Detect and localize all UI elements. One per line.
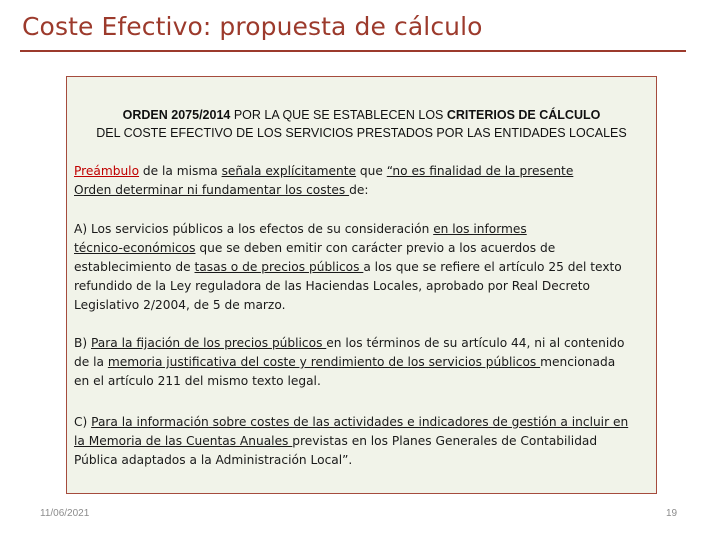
text-span-underlined: “no es finalidad de la presente <box>386 164 574 178</box>
text-span-underlined: señala explícitamente <box>221 164 357 178</box>
heading-criteria: CRITERIOS DE CÁLCULO <box>446 108 601 122</box>
text-line <box>74 181 659 200</box>
slide-title: Coste Efectivo: propuesta de cálculo <box>22 12 483 41</box>
text-span-underlined: Para la información sobre costes de las actividades e indicadores de gestión a incluir en <box>91 415 629 429</box>
text-line: Legislativo 2/2004, de 5 de marzo. <box>74 298 286 312</box>
text-span-underlined: tasas o de precios públicos <box>194 260 364 274</box>
text-span: de: <box>349 183 369 197</box>
heading-order-number: ORDEN 2075/2014 <box>122 108 234 122</box>
text-line <box>74 413 659 432</box>
order-heading <box>67 106 656 142</box>
heading-text: POR LA QUE SE ESTABLECEN LOS <box>233 108 447 122</box>
text-span-underlined: en los informes <box>433 222 527 236</box>
item-a-paragraph <box>74 220 659 315</box>
text-span: que <box>356 164 387 178</box>
text-span: de la <box>74 355 108 369</box>
title-underline <box>20 50 686 52</box>
text-span: establecimiento de <box>74 260 195 274</box>
text-span: en los términos de su artículo 44, ni al contenido <box>326 336 625 350</box>
page-number: 19 <box>666 508 678 519</box>
text-span: que se deben emitir con carácter previo a los acuerdos de <box>195 241 556 255</box>
preamble-label: Preámbulo <box>74 164 140 178</box>
text-line: en el artículo 211 del mismo texto legal. <box>74 374 321 388</box>
text-span-underlined: Orden determinar ni fundamentar los costes <box>74 183 350 197</box>
text-span: A) Los servicios públicos a los efectos de su consideración <box>74 222 434 236</box>
text-line <box>74 258 659 277</box>
heading-line-2: DEL COSTE EFECTIVO DE LOS SERVICIOS PRESTADOS POR LAS ENTIDADES LOCALES <box>96 126 627 140</box>
text-span-underlined: memoria justificativa del coste y rendimiento de los servicios públicos <box>107 355 541 369</box>
text-span: C) <box>74 415 92 429</box>
text-line <box>74 162 659 181</box>
footer-date: 11/06/2021 <box>40 508 90 519</box>
text-line <box>74 432 659 451</box>
text-line <box>74 239 659 258</box>
text-span: B) <box>74 336 91 350</box>
text-line <box>74 334 659 353</box>
text-line <box>74 353 659 372</box>
text-span-underlined: la Memoria de las Cuentas Anuales <box>74 434 293 448</box>
text-line: refundido de la Ley reguladora de las Haciendas Locales, aprobado por Real Decreto <box>74 279 590 293</box>
text-span: de la misma <box>139 164 222 178</box>
text-span-underlined: técnico-económicos <box>74 241 196 255</box>
text-span: a los que se refiere el artículo 25 del texto <box>363 260 622 274</box>
text-span: mencionada <box>540 355 616 369</box>
item-b-paragraph <box>74 334 659 391</box>
text-line: Pública adaptados a la Administración Local”. <box>74 453 353 467</box>
heading-line-1 <box>67 106 656 124</box>
preamble-paragraph <box>74 162 659 200</box>
text-span: previstas en los Planes Generales de Contabilidad <box>292 434 598 448</box>
text-span-underlined: Para la fijación de los precios públicos <box>91 336 327 350</box>
text-line <box>74 220 659 239</box>
content-panel <box>66 76 657 494</box>
item-c-paragraph <box>74 413 659 470</box>
